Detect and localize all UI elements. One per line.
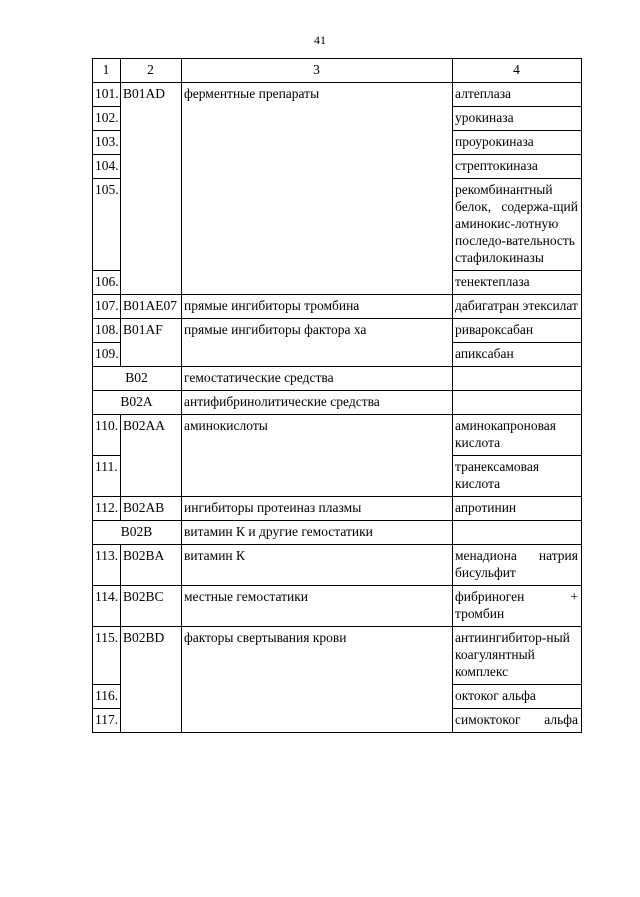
- drug-name: алтеплаза: [453, 83, 582, 107]
- drug-name: апротинин: [453, 497, 582, 521]
- row-number: 107.: [93, 295, 121, 319]
- atc-code: B02: [93, 367, 182, 391]
- drug-table: [92, 58, 582, 733]
- atc-code: B01AD: [121, 83, 182, 295]
- drug-name: [453, 521, 582, 545]
- atc-code: B02BD: [121, 627, 182, 733]
- row-number: 102.: [93, 107, 121, 131]
- atc-code: B02AB: [121, 497, 182, 521]
- drug-name: менадиона натрия бисульфит: [453, 545, 582, 586]
- atc-code: B02AA: [121, 415, 182, 497]
- row-number: 109.: [93, 343, 121, 367]
- row-number: 103.: [93, 131, 121, 155]
- row-number: 116.: [93, 685, 121, 709]
- row-number: 117.: [93, 709, 121, 733]
- row-number: 108.: [93, 319, 121, 343]
- drug-name: фибриноген + тромбин: [453, 586, 582, 627]
- row-number: 112.: [93, 497, 121, 521]
- drug-name: [453, 367, 582, 391]
- table-row: [93, 295, 582, 319]
- drug-name: апиксабан: [453, 343, 582, 367]
- table-row: [93, 83, 582, 107]
- atc-code: B01AF: [121, 319, 182, 367]
- drug-name: ривароксабан: [453, 319, 582, 343]
- group-name: гемостатические средства: [182, 367, 453, 391]
- table-row: [93, 545, 582, 586]
- drug-name: антиингибитор-ный коагулянтный комплекс: [453, 627, 582, 685]
- row-number: 110.: [93, 415, 121, 456]
- row-number: 111.: [93, 456, 121, 497]
- group-name: местные гемостатики: [182, 586, 453, 627]
- page-number: 41: [314, 33, 326, 47]
- drug-name: транексамовая кислота: [453, 456, 582, 497]
- atc-code: B02B: [93, 521, 182, 545]
- drug-name: дабигатран этексилат: [453, 295, 582, 319]
- drug-name: симоктоког альфа: [453, 709, 582, 733]
- header-col-4: 4: [453, 59, 582, 83]
- header-col-3: 3: [182, 59, 453, 83]
- group-name: ингибиторы протеиназ плазмы: [182, 497, 453, 521]
- header-row: [93, 59, 582, 83]
- drug-name: октоког альфа: [453, 685, 582, 709]
- group-name: аминокислоты: [182, 415, 453, 497]
- row-number: 113.: [93, 545, 121, 586]
- drug-name: рекомбинантный белок, содержа-щий аминокис-лотную последо-вательность стафилокиназы: [453, 179, 582, 271]
- group-name: антифибринолитические средства: [182, 391, 453, 415]
- section-row: [93, 521, 582, 545]
- group-name: прямые ингибиторы тромбина: [182, 295, 453, 319]
- atc-code: B02BC: [121, 586, 182, 627]
- row-number: 104.: [93, 155, 121, 179]
- group-name: факторы свертывания крови: [182, 627, 453, 733]
- table-row: [93, 586, 582, 627]
- row-number: 105.: [93, 179, 121, 271]
- row-number: 101.: [93, 83, 121, 107]
- header-col-1: 1: [93, 59, 121, 83]
- section-row: [93, 391, 582, 415]
- drug-name: [453, 391, 582, 415]
- group-name: витамин К и другие гемостатики: [182, 521, 453, 545]
- group-name: ферментные препараты: [182, 83, 453, 295]
- drug-name: урокиназа: [453, 107, 582, 131]
- table-row: [93, 497, 582, 521]
- row-number: 114.: [93, 586, 121, 627]
- drug-name: тенектеплаза: [453, 271, 582, 295]
- drug-name: стрептокиназа: [453, 155, 582, 179]
- table-row: [93, 415, 582, 456]
- group-name: витамин К: [182, 545, 453, 586]
- header-col-2: 2: [121, 59, 182, 83]
- row-number: 115.: [93, 627, 121, 685]
- table-row: [93, 319, 582, 343]
- section-row: [93, 367, 582, 391]
- table-row: [93, 627, 582, 685]
- group-name: прямые ингибиторы фактора ха: [182, 319, 453, 367]
- atc-code: B01AE07: [121, 295, 182, 319]
- row-number: 106.: [93, 271, 121, 295]
- atc-code: B02A: [93, 391, 182, 415]
- drug-name: аминокапроновая кислота: [453, 415, 582, 456]
- atc-code: B02BA: [121, 545, 182, 586]
- drug-name: проурокиназа: [453, 131, 582, 155]
